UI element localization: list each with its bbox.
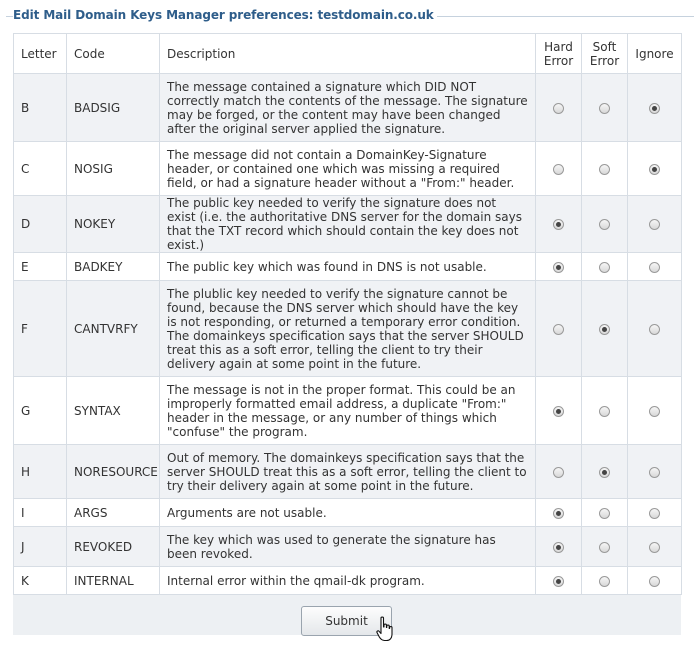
cell-letter: I xyxy=(14,499,67,527)
radio-ignore-internal[interactable] xyxy=(649,576,660,587)
column-header-description: Description xyxy=(160,34,536,74)
soft-error-line-2: Error xyxy=(589,53,620,68)
cell-code: CANTVRFY xyxy=(67,281,160,377)
cell-description: The message is not in the proper format. This could be an improperly formatted email address, a duplicate "From:" header in the message, or any number of things which "confuse" the program. xyxy=(160,377,536,445)
cell-ignore xyxy=(628,74,682,142)
table-row xyxy=(14,445,682,499)
radio-soft-badkey[interactable] xyxy=(599,262,610,273)
cell-description: The public key needed to verify the signature does not exist (i.e. the authoritative DNS server for the domain says that the TXT record which should contain the key does not exist.) xyxy=(160,196,536,253)
cell-code: BADKEY xyxy=(67,253,160,281)
preferences-panel xyxy=(13,33,681,635)
radio-ignore-syntax[interactable] xyxy=(649,406,660,417)
table-row xyxy=(14,527,682,567)
cell-ignore xyxy=(628,377,682,445)
cell-ignore xyxy=(628,499,682,527)
cell-code: INTERNAL xyxy=(67,567,160,595)
cell-code: ARGS xyxy=(67,499,160,527)
radio-hard-revoked[interactable] xyxy=(553,542,564,553)
domain-keys-table xyxy=(13,33,682,595)
radio-hard-internal[interactable] xyxy=(553,576,564,587)
cell-hard xyxy=(536,499,582,527)
hard-error-line-1: Hard xyxy=(544,39,573,54)
cell-description: The key which was used to generate the signature has been revoked. xyxy=(160,527,536,567)
radio-hard-nokey[interactable] xyxy=(553,219,564,230)
cell-soft xyxy=(582,196,628,253)
cell-code: BADSIG xyxy=(67,74,160,142)
cell-soft xyxy=(582,74,628,142)
table-row xyxy=(14,74,682,142)
radio-soft-syntax[interactable] xyxy=(599,406,610,417)
column-header-letter: Letter xyxy=(14,34,67,74)
radio-hard-noresource[interactable] xyxy=(553,467,564,478)
hard-error-line-2: Error xyxy=(543,53,574,68)
cell-hard xyxy=(536,142,582,196)
radio-soft-nokey[interactable] xyxy=(599,219,610,230)
soft-error-line-1: Soft xyxy=(592,39,617,54)
cell-description: The plublic key needed to verify the signature cannot be found, because the DNS server which should have the key is not responding, or returned a temporary error condition. The domainkeys specification says that the server SHOULD treat this as a soft error, telling the client to try their delivery again at some point in the future. xyxy=(160,281,536,377)
radio-ignore-nokey[interactable] xyxy=(649,219,660,230)
cell-letter: K xyxy=(14,567,67,595)
cell-code: REVOKED xyxy=(67,527,160,567)
cell-hard xyxy=(536,377,582,445)
cell-letter: B xyxy=(14,74,67,142)
cell-hard xyxy=(536,74,582,142)
cell-description: Out of memory. The domainkeys specification says that the server SHOULD treat this as a soft error, telling the client to try their delivery again at some point in the future. xyxy=(160,445,536,499)
cell-soft xyxy=(582,281,628,377)
radio-ignore-badsig[interactable] xyxy=(649,103,660,114)
radio-hard-nosig[interactable] xyxy=(553,164,564,175)
cell-code: NOSIG xyxy=(67,142,160,196)
table-row xyxy=(14,253,682,281)
table-row xyxy=(14,499,682,527)
hand-pointer-icon xyxy=(376,616,394,642)
cell-soft xyxy=(582,567,628,595)
cell-ignore xyxy=(628,445,682,499)
cell-hard xyxy=(536,281,582,377)
radio-ignore-noresource[interactable] xyxy=(649,467,660,478)
cell-soft xyxy=(582,377,628,445)
column-header-hard-error xyxy=(536,34,582,74)
cell-code: NORESOURCE xyxy=(67,445,160,499)
table-row xyxy=(14,567,682,595)
cell-code: SYNTAX xyxy=(67,377,160,445)
radio-hard-cantvrfy[interactable] xyxy=(553,324,564,335)
cell-description: Internal error within the qmail-dk program. xyxy=(160,567,536,595)
column-header-ignore: Ignore xyxy=(628,34,682,74)
table-row xyxy=(14,142,682,196)
radio-soft-nosig[interactable] xyxy=(599,164,610,175)
cell-ignore xyxy=(628,253,682,281)
cell-letter: F xyxy=(14,281,67,377)
radio-hard-syntax[interactable] xyxy=(553,406,564,417)
cell-soft xyxy=(582,253,628,281)
radio-soft-cantvrfy[interactable] xyxy=(599,324,610,335)
cell-description: The public key which was found in DNS is not usable. xyxy=(160,253,536,281)
radio-ignore-badkey[interactable] xyxy=(649,262,660,273)
cell-ignore xyxy=(628,142,682,196)
cell-hard xyxy=(536,567,582,595)
column-header-code: Code xyxy=(67,34,160,74)
radio-ignore-revoked[interactable] xyxy=(649,542,660,553)
cell-ignore xyxy=(628,527,682,567)
table-header-row xyxy=(14,34,682,74)
radio-soft-revoked[interactable] xyxy=(599,542,610,553)
cell-letter: D xyxy=(14,196,67,253)
cell-letter: C xyxy=(14,142,67,196)
radio-soft-badsig[interactable] xyxy=(599,103,610,114)
cell-hard xyxy=(536,196,582,253)
radio-ignore-args[interactable] xyxy=(649,508,660,519)
cell-ignore xyxy=(628,567,682,595)
cell-hard xyxy=(536,253,582,281)
radio-hard-badkey[interactable] xyxy=(553,262,564,273)
cell-ignore xyxy=(628,196,682,253)
cell-ignore xyxy=(628,281,682,377)
cell-soft xyxy=(582,445,628,499)
radio-hard-args[interactable] xyxy=(553,508,564,519)
cell-description: The message did not contain a DomainKey-Signature header, or contained one which was missing a required field, or had a signature header without a "From:" header. xyxy=(160,142,536,196)
radio-soft-args[interactable] xyxy=(599,508,610,519)
radio-soft-noresource[interactable] xyxy=(599,467,610,478)
cell-code: NOKEY xyxy=(67,196,160,253)
cell-letter: E xyxy=(14,253,67,281)
radio-hard-badsig[interactable] xyxy=(553,103,564,114)
radio-ignore-nosig[interactable] xyxy=(649,164,660,175)
cell-description: The message contained a signature which DID NOT correctly match the contents of the message. The signature may be forged, or the content may have been changed after the original server applied the signature. xyxy=(160,74,536,142)
submit-row xyxy=(13,602,681,642)
cell-letter: H xyxy=(14,445,67,499)
radio-soft-internal[interactable] xyxy=(599,576,610,587)
cell-soft xyxy=(582,499,628,527)
cell-hard xyxy=(536,445,582,499)
column-header-soft-error xyxy=(582,34,628,74)
fieldset-legend: Edit Mail Domain Keys Manager preferences: testdomain.co.uk xyxy=(13,8,437,22)
table-row xyxy=(14,196,682,253)
cell-description: Arguments are not usable. xyxy=(160,499,536,527)
cell-letter: J xyxy=(14,527,67,567)
cell-soft xyxy=(582,142,628,196)
table-row xyxy=(14,377,682,445)
table-row xyxy=(14,281,682,377)
radio-ignore-cantvrfy[interactable] xyxy=(649,324,660,335)
cell-letter: G xyxy=(14,377,67,445)
submit-button[interactable]: Submit xyxy=(301,606,392,636)
cell-hard xyxy=(536,527,582,567)
cell-soft xyxy=(582,527,628,567)
